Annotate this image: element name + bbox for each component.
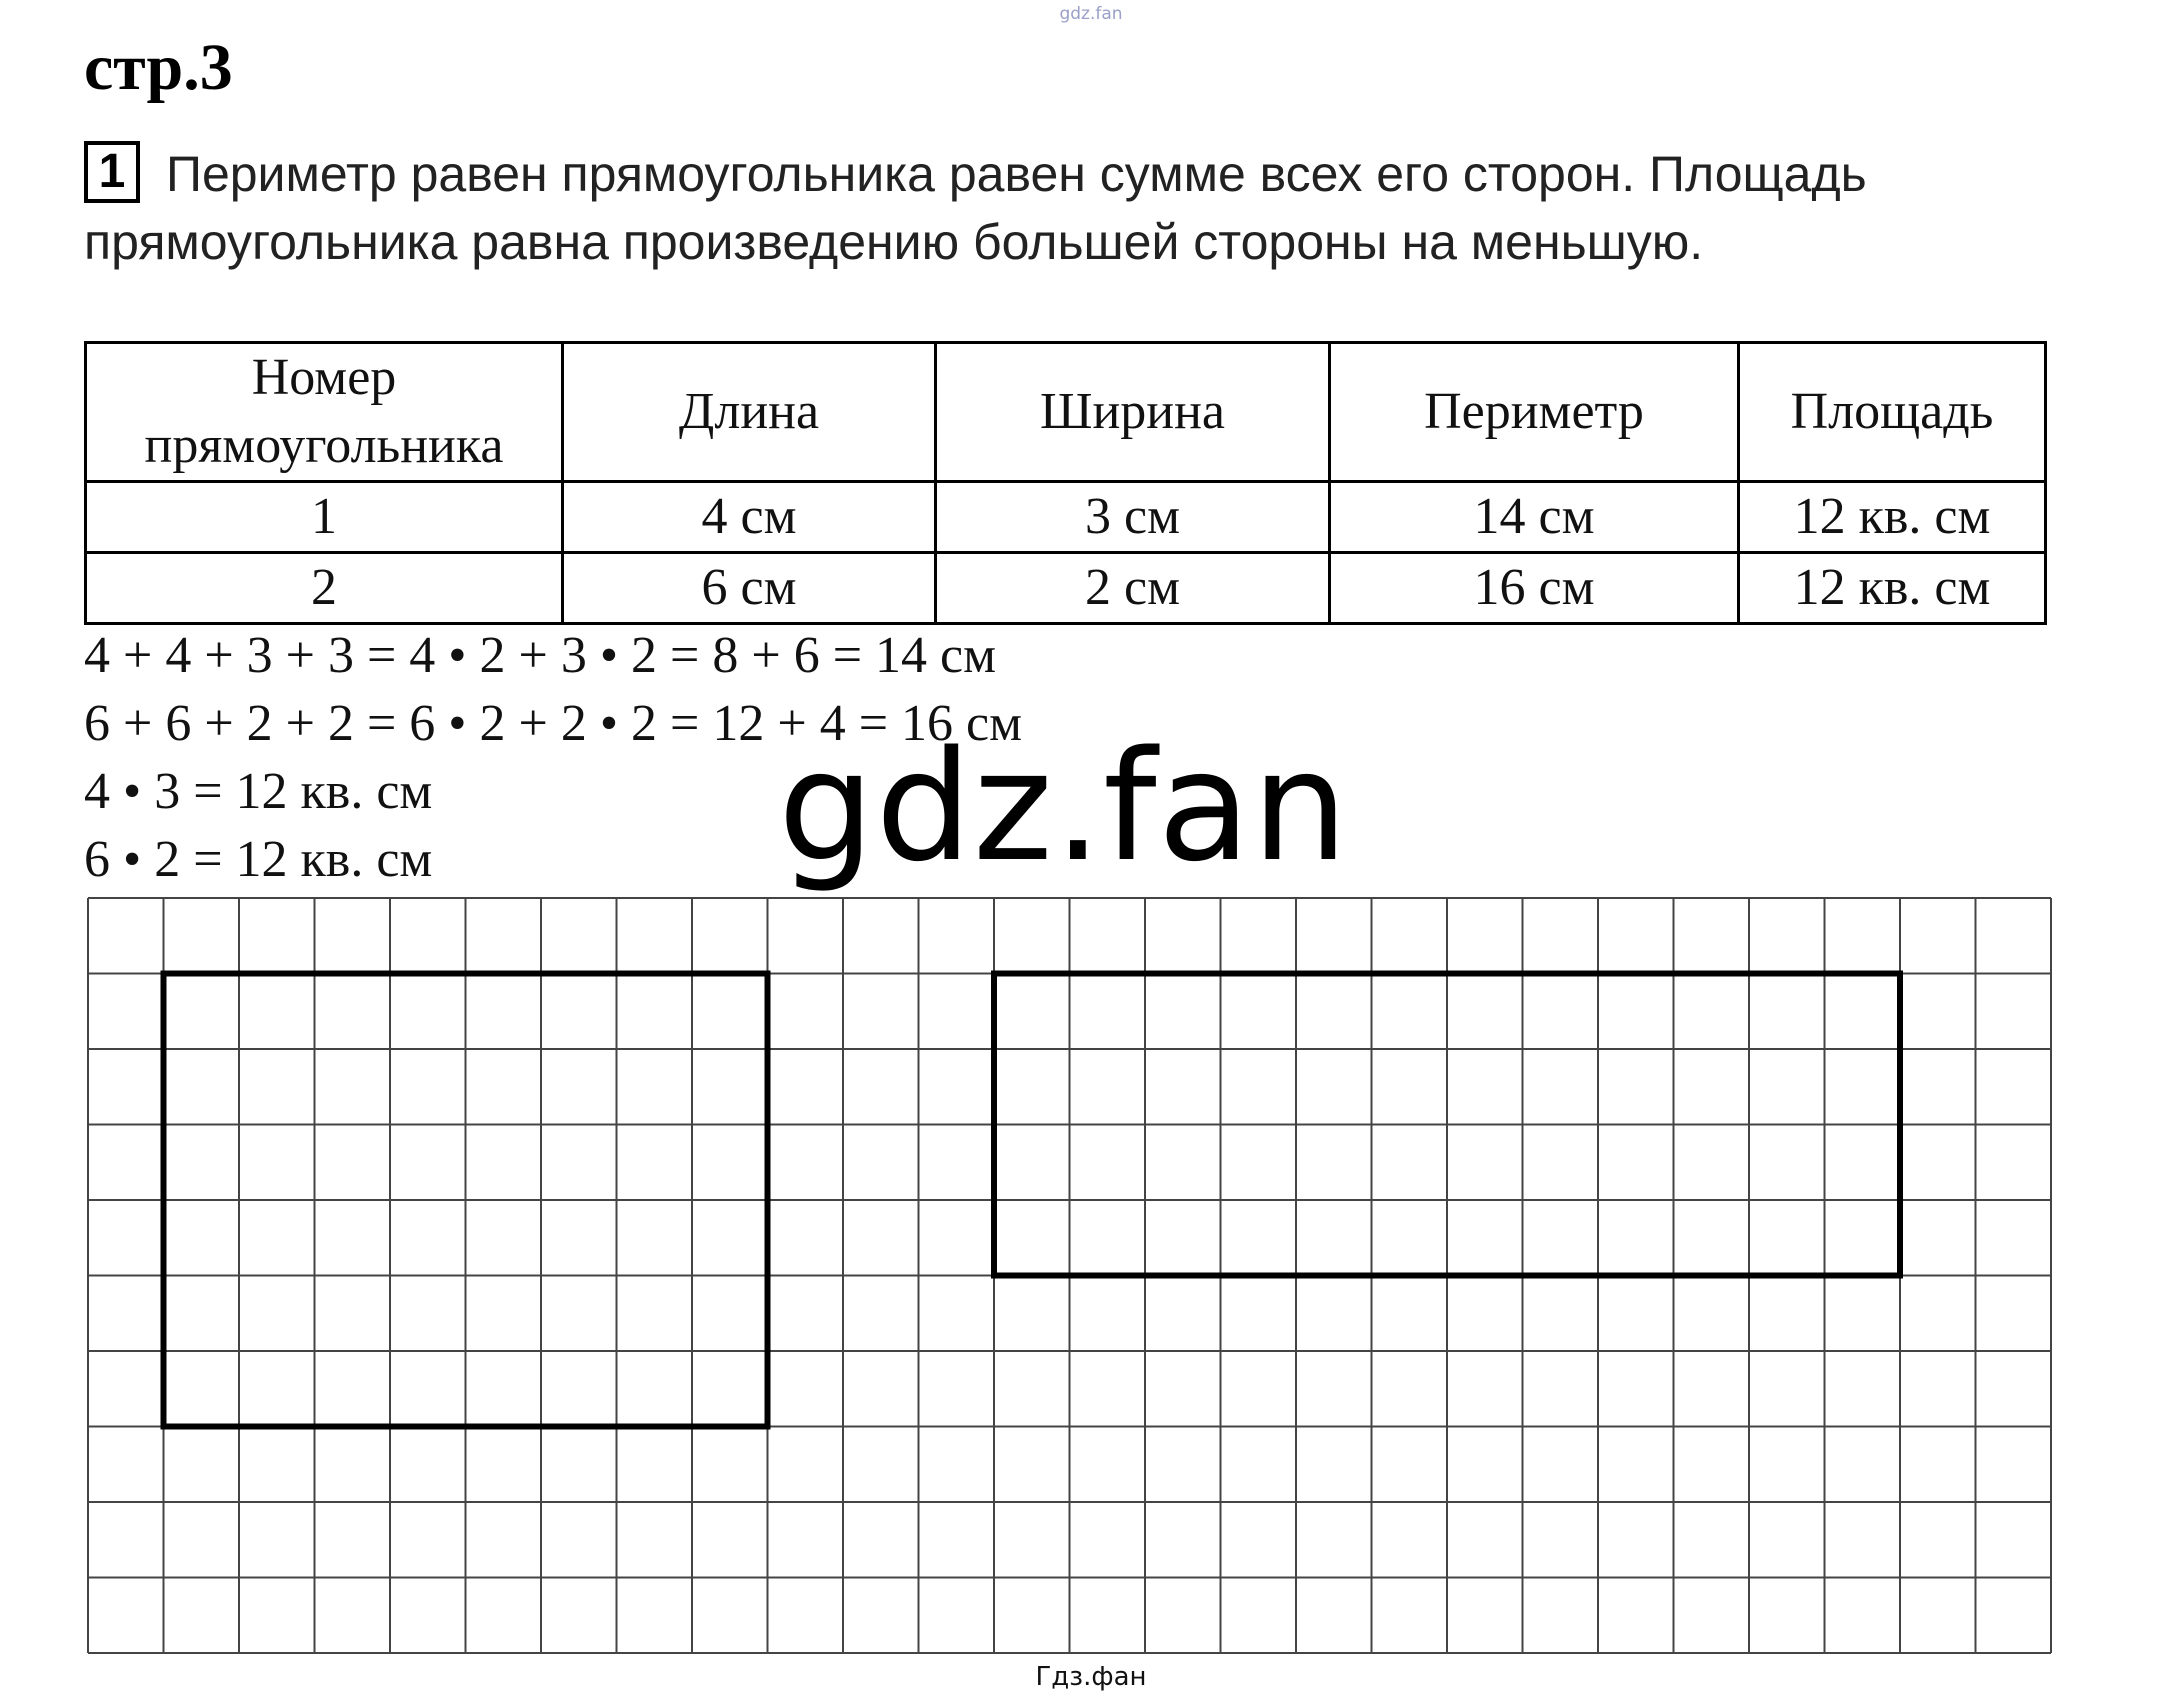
task-number: 1 — [84, 141, 140, 203]
calculation-line: 4 • 3 = 12 кв. см — [84, 763, 433, 820]
table-header-cell: Периметр — [1330, 343, 1739, 482]
table-cell: 14 см — [1330, 482, 1739, 553]
table-header-cell: Площадь — [1739, 343, 2046, 482]
page-title: стр.3 — [84, 31, 233, 104]
table-cell: 6 см — [563, 553, 936, 624]
table-header-cell: Ширина — [936, 343, 1330, 482]
table-header-cell: Номер прямоугольника — [86, 343, 563, 482]
table-cell: 12 кв. см — [1739, 553, 2046, 624]
task-text: Периметр равен прямоугольника равен сумме всех его сторон. Площадь прямоугольника равна произведению большей стороны на меньшую. — [84, 146, 1867, 270]
table-cell: 1 — [86, 482, 563, 553]
table-cell: 3 см — [936, 482, 1330, 553]
watermark-top: gdz.fan — [1059, 4, 1123, 24]
table-cell: 4 см — [563, 482, 936, 553]
footer-watermark: Гдз.фан — [1035, 1662, 1147, 1692]
table-cell: 2 см — [936, 553, 1330, 624]
calculation-line: 6 • 2 = 12 кв. см — [84, 831, 433, 888]
table-cell: 2 — [86, 553, 563, 624]
table-cell: 12 кв. см — [1739, 482, 2046, 553]
calculation-line: 4 + 4 + 3 + 3 = 4 • 2 + 3 • 2 = 8 + 6 = 14 см — [84, 627, 997, 684]
watermark-center: gdz.fan — [778, 718, 1350, 895]
table-header-cell: Длина — [563, 343, 936, 482]
table-cell: 16 см — [1330, 553, 1739, 624]
calculation-line: 6 + 6 + 2 + 2 = 6 • 2 + 2 • 2 = 12 + 4 = 16 см — [84, 695, 1023, 752]
